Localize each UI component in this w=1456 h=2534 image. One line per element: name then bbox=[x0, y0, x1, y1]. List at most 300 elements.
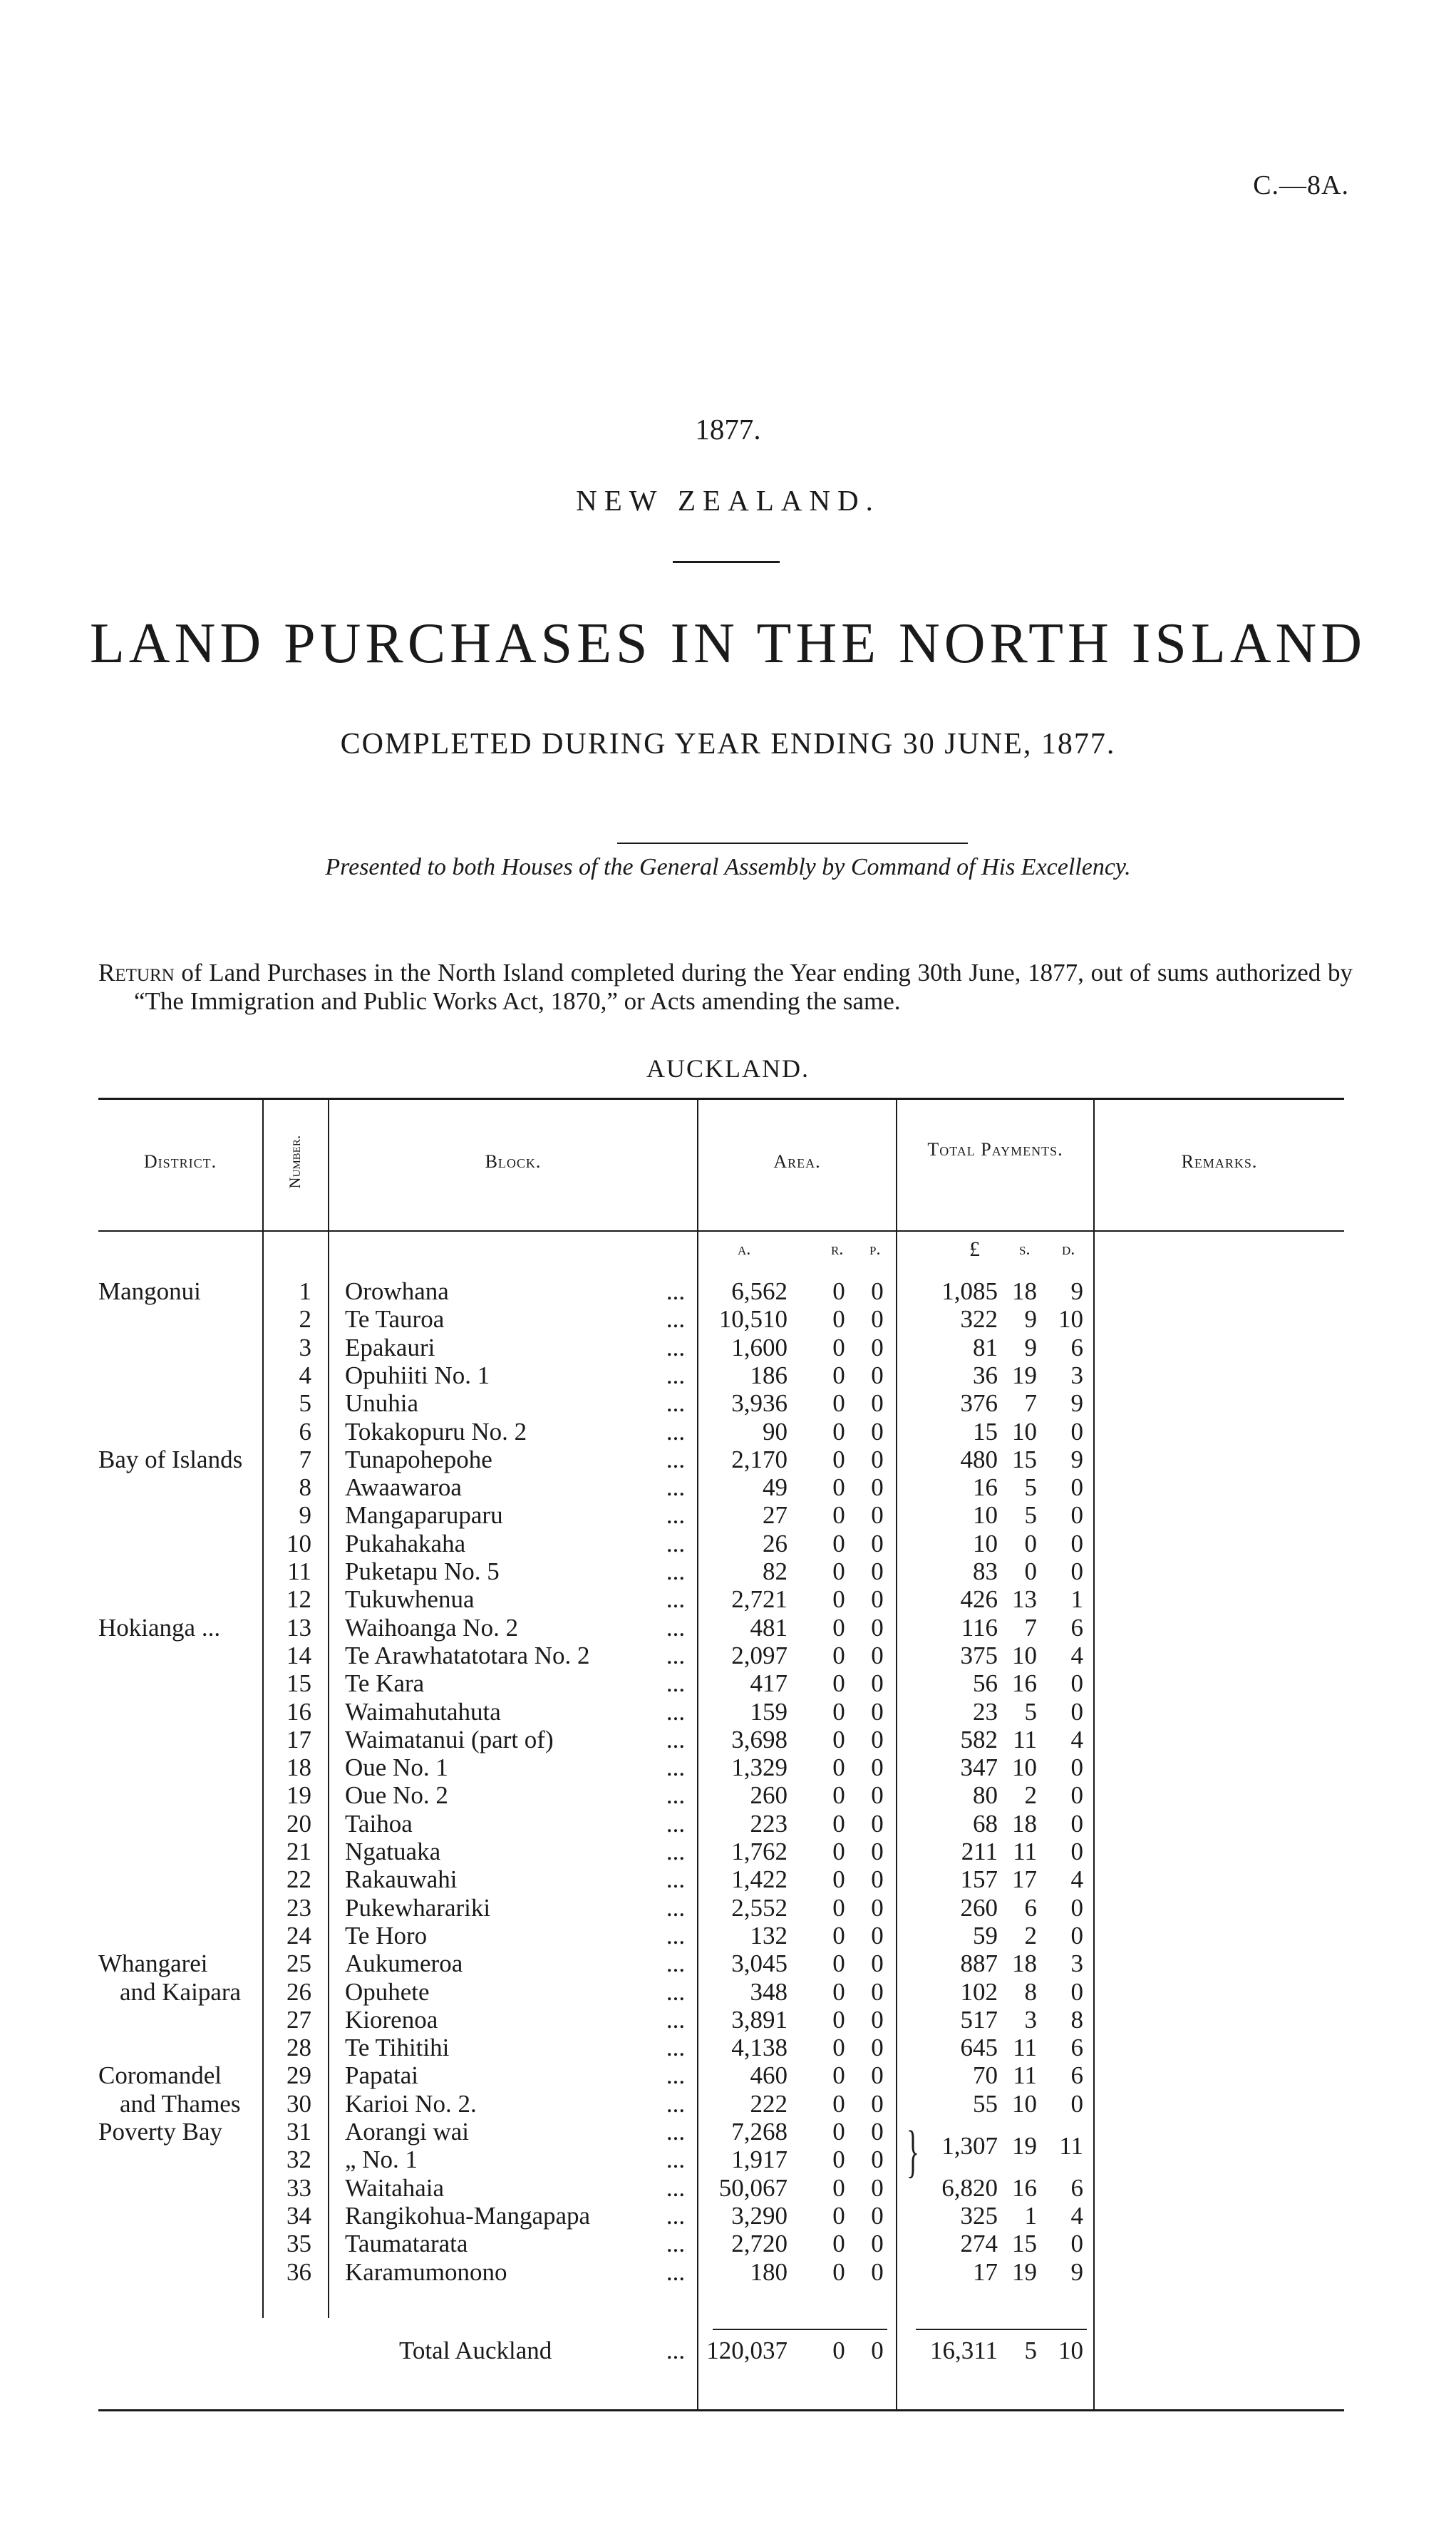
area-roods: 0 bbox=[832, 1473, 845, 1502]
area-perches: 0 bbox=[871, 2005, 884, 2034]
payment-pence: 0 bbox=[1070, 1557, 1083, 1585]
payment-pounds: 517 bbox=[960, 2005, 998, 2034]
area-roods: 0 bbox=[832, 2201, 845, 2230]
area-roods: 0 bbox=[832, 1697, 845, 1726]
total-shillings: 5 bbox=[1024, 2337, 1037, 2364]
payment-pence: 6 bbox=[1070, 2173, 1083, 2202]
row-number: 21 bbox=[286, 1838, 311, 1865]
district-label: Whangarei bbox=[98, 1950, 208, 1978]
area-perches: 0 bbox=[871, 1865, 884, 1894]
area-roods: 0 bbox=[832, 2230, 845, 2258]
leader-dots: ... bbox=[666, 1950, 686, 1978]
area-roods: 0 bbox=[832, 1445, 845, 1473]
page-title: LAND PURCHASES IN THE NORTH ISLAND bbox=[89, 612, 1367, 675]
payment-pounds: 645 bbox=[960, 2034, 998, 2062]
subtitle-divider bbox=[617, 843, 968, 844]
payment-pounds: 10 bbox=[973, 1501, 998, 1530]
payment-brace: } bbox=[907, 2118, 919, 2183]
payment-pence: 3 bbox=[1070, 1950, 1083, 1978]
payment-pounds: 582 bbox=[960, 1725, 998, 1753]
block-name: Te Kara bbox=[345, 1669, 425, 1698]
area-roods: 0 bbox=[832, 1501, 845, 1530]
payment-pounds: 260 bbox=[960, 1893, 998, 1922]
block-name: Tunapohepohe bbox=[345, 1445, 492, 1473]
block-name: Waimatanui (part of) bbox=[345, 1725, 554, 1753]
payment-pence: 4 bbox=[1070, 2201, 1083, 2230]
payment-pounds: 68 bbox=[973, 1809, 998, 1838]
table-top-rule bbox=[98, 1098, 1344, 1100]
block-name: Taumatarata bbox=[345, 2230, 468, 2258]
payment-pounds: 55 bbox=[973, 2089, 998, 2118]
payment-pounds: 887 bbox=[960, 1950, 998, 1978]
payment-shillings: 10 bbox=[1012, 1753, 1037, 1782]
area-acres: 2,720 bbox=[731, 2230, 788, 2258]
total-perches: 0 bbox=[871, 2337, 884, 2364]
area-acres: 1,329 bbox=[731, 1753, 788, 1782]
area-acres: 1,762 bbox=[731, 1838, 788, 1865]
leader-dots: ... bbox=[666, 2173, 686, 2202]
area-perches: 0 bbox=[871, 1921, 884, 1950]
leader-dots: ... bbox=[666, 1529, 686, 1557]
row-number: 7 bbox=[299, 1445, 311, 1473]
area-roods: 0 bbox=[832, 1305, 845, 1334]
payment-pounds: 81 bbox=[973, 1333, 998, 1361]
payment-total-rule bbox=[916, 2329, 1087, 2330]
country-heading: NEW ZEALAND. bbox=[576, 484, 880, 517]
payment-pence: 4 bbox=[1070, 1641, 1083, 1669]
payment-pounds: 56 bbox=[973, 1669, 998, 1698]
block-name: Te Tihitihi bbox=[345, 2034, 450, 2062]
payment-pounds: 274 bbox=[960, 2230, 998, 2258]
payment-pounds: 17 bbox=[973, 2257, 998, 2286]
payment-pounds: 426 bbox=[960, 1585, 998, 1614]
district-label: Coromandel bbox=[98, 2061, 222, 2090]
area-acres: 2,721 bbox=[731, 1585, 788, 1614]
unit-pounds: £ bbox=[969, 1237, 980, 1261]
leader-dots: ... bbox=[666, 1557, 686, 1585]
leader-dots: ... bbox=[666, 1361, 686, 1389]
row-number: 5 bbox=[299, 1389, 311, 1418]
unit-acres: a. bbox=[738, 1240, 751, 1259]
payment-pence: 0 bbox=[1070, 1529, 1083, 1557]
area-total-rule bbox=[713, 2329, 887, 2330]
area-acres: 90 bbox=[763, 1417, 788, 1446]
area-perches: 0 bbox=[871, 2230, 884, 2258]
intro-text: of Land Purchases in the North Island completed during the Year ending 30th June, 1877, out of sums authorized by “The Immigration and Public Works Act, 1870,” or Acts amending the same. bbox=[134, 959, 1353, 1015]
area-acres: 1,600 bbox=[731, 1333, 788, 1361]
area-roods: 0 bbox=[832, 1950, 845, 1978]
leader-dots: ... bbox=[666, 1753, 686, 1782]
payment-pence: 0 bbox=[1070, 2089, 1083, 2118]
district-label: and Thames bbox=[120, 2089, 241, 2118]
payment-pence: 8 bbox=[1070, 2005, 1083, 2034]
row-number: 12 bbox=[286, 1585, 311, 1614]
area-perches: 0 bbox=[871, 1585, 884, 1614]
leader-dots: ... bbox=[666, 1809, 686, 1838]
payment-shillings: 1 bbox=[1024, 2201, 1037, 2230]
area-roods: 0 bbox=[832, 1977, 845, 2006]
payment-pounds: 10 bbox=[973, 1529, 998, 1557]
payment-pence: 0 bbox=[1070, 1838, 1083, 1865]
payment-pounds: 211 bbox=[961, 1838, 998, 1865]
area-roods: 0 bbox=[832, 2257, 845, 2286]
area-acres: 50,067 bbox=[718, 2173, 788, 2202]
area-roods: 0 bbox=[832, 1361, 845, 1389]
row-number: 22 bbox=[286, 1865, 311, 1894]
payment-pence: 9 bbox=[1070, 2257, 1083, 2286]
area-acres: 3,290 bbox=[731, 2201, 788, 2230]
leader-dots: ... bbox=[666, 2089, 686, 2118]
region-heading: AUCKLAND. bbox=[646, 1054, 810, 1083]
area-perches: 0 bbox=[871, 1389, 884, 1418]
payment-pounds: 157 bbox=[960, 1865, 998, 1894]
payment-shillings: 19 bbox=[1012, 1361, 1037, 1389]
payment-pence: 10 bbox=[1058, 1305, 1083, 1334]
row-number: 10 bbox=[286, 1529, 311, 1557]
return-intro bbox=[98, 959, 1353, 1016]
payment-pounds: 36 bbox=[973, 1361, 998, 1389]
column-divider-district bbox=[262, 1098, 264, 2318]
row-number: 9 bbox=[299, 1501, 311, 1530]
payment-pence: 6 bbox=[1070, 2061, 1083, 2090]
header-number: Number. bbox=[286, 1135, 304, 1189]
block-name: Tokakopuru No. 2 bbox=[345, 1417, 527, 1446]
area-acres: 222 bbox=[750, 2089, 788, 2118]
area-roods: 0 bbox=[832, 1669, 845, 1698]
payment-pounds: 1,085 bbox=[941, 1277, 998, 1305]
leader-dots: ... bbox=[666, 1333, 686, 1361]
payment-pence: 0 bbox=[1070, 1921, 1083, 1950]
block-name: Opuhiiti No. 1 bbox=[345, 1361, 490, 1389]
payment-shillings: 16 bbox=[1012, 2173, 1037, 2202]
payment-pence: 0 bbox=[1070, 1753, 1083, 1782]
payment-shillings: 11 bbox=[1013, 2034, 1037, 2062]
payment-pounds: 322 bbox=[960, 1305, 998, 1334]
intro-lead: Return bbox=[98, 959, 175, 987]
row-number: 31 bbox=[286, 2118, 311, 2146]
payment-pence: 4 bbox=[1070, 1725, 1083, 1753]
area-perches: 0 bbox=[871, 2118, 884, 2146]
row-number: 6 bbox=[299, 1417, 311, 1446]
row-number: 18 bbox=[286, 1753, 311, 1782]
payment-pounds: 70 bbox=[973, 2061, 998, 2090]
area-perches: 0 bbox=[871, 1529, 884, 1557]
area-acres: 180 bbox=[750, 2257, 788, 2286]
payment-pence: 9 bbox=[1070, 1445, 1083, 1473]
payment-pence: 6 bbox=[1070, 1613, 1083, 1642]
area-acres: 4,138 bbox=[731, 2034, 788, 2062]
area-roods: 0 bbox=[832, 1585, 845, 1614]
payment-shillings: 5 bbox=[1024, 1473, 1037, 1502]
payment-shillings: 3 bbox=[1024, 2005, 1037, 2034]
unit-perches: p. bbox=[869, 1240, 881, 1259]
header-block: Block. bbox=[485, 1151, 542, 1172]
area-roods: 0 bbox=[832, 2061, 845, 2090]
area-acres: 2,552 bbox=[731, 1893, 788, 1922]
area-acres: 348 bbox=[750, 1977, 788, 2006]
area-roods: 0 bbox=[832, 1725, 845, 1753]
area-roods: 0 bbox=[832, 2034, 845, 2062]
header-district: District. bbox=[143, 1151, 217, 1172]
area-acres: 2,097 bbox=[731, 1641, 788, 1669]
row-number: 17 bbox=[286, 1725, 311, 1753]
payment-shillings: 19 bbox=[1012, 2257, 1037, 2286]
total-roods: 0 bbox=[832, 2337, 845, 2364]
area-perches: 0 bbox=[871, 1950, 884, 1978]
leader-dots: ... bbox=[666, 1585, 686, 1614]
payment-pence: 6 bbox=[1070, 1333, 1083, 1361]
total-acres: 120,037 bbox=[706, 2337, 788, 2364]
payment-pounds: 6,820 bbox=[941, 2173, 998, 2202]
unit-shillings: s. bbox=[1019, 1240, 1031, 1259]
block-name: „ No. 1 bbox=[345, 2146, 418, 2174]
area-perches: 0 bbox=[871, 1305, 884, 1334]
row-number: 32 bbox=[286, 2146, 311, 2174]
area-perches: 0 bbox=[871, 2061, 884, 2090]
district-label: Poverty Bay bbox=[98, 2118, 223, 2146]
block-name: Te Horo bbox=[345, 1921, 428, 1950]
payment-pence: 0 bbox=[1070, 1501, 1083, 1530]
leader-dots: ... bbox=[666, 1501, 686, 1530]
area-acres: 26 bbox=[763, 1529, 788, 1557]
payment-shillings: 15 bbox=[1012, 1445, 1037, 1473]
payment-pounds: 116 bbox=[961, 1613, 998, 1642]
payment-shillings: 2 bbox=[1024, 1781, 1037, 1810]
row-number: 30 bbox=[286, 2089, 311, 2118]
block-name: Kiorenoa bbox=[345, 2005, 438, 2034]
payment-shillings: 2 bbox=[1024, 1921, 1037, 1950]
area-roods: 0 bbox=[832, 2118, 845, 2146]
area-acres: 2,170 bbox=[731, 1445, 788, 1473]
area-acres: 3,045 bbox=[731, 1950, 788, 1978]
payment-shillings: 17 bbox=[1012, 1865, 1037, 1894]
area-roods: 0 bbox=[832, 1417, 845, 1446]
leader-dots: ... bbox=[666, 1893, 686, 1922]
area-roods: 0 bbox=[832, 1753, 845, 1782]
payment-shillings: 15 bbox=[1012, 2230, 1037, 2258]
payment-shillings: 5 bbox=[1024, 1697, 1037, 1726]
payment-pence: 0 bbox=[1070, 2230, 1083, 2258]
payment-pence: 3 bbox=[1070, 1361, 1083, 1389]
area-perches: 0 bbox=[871, 1613, 884, 1642]
total-dots: ... bbox=[666, 2337, 686, 2364]
area-acres: 3,698 bbox=[731, 1725, 788, 1753]
leader-dots: ... bbox=[666, 1389, 686, 1418]
block-name: Ngatuaka bbox=[345, 1838, 441, 1865]
payment-pounds: 59 bbox=[973, 1921, 998, 1950]
block-name: Oue No. 1 bbox=[345, 1753, 448, 1782]
block-name: Aukumeroa bbox=[345, 1950, 463, 1978]
area-perches: 0 bbox=[871, 1417, 884, 1446]
block-name: Pukewharariki bbox=[345, 1893, 491, 1922]
payment-shillings: 7 bbox=[1024, 1389, 1037, 1418]
leader-dots: ... bbox=[666, 1445, 686, 1473]
leader-dots: ... bbox=[666, 1977, 686, 2006]
block-name: Waimahutahuta bbox=[345, 1697, 501, 1726]
area-acres: 6,562 bbox=[731, 1277, 788, 1305]
payment-shillings: 8 bbox=[1024, 1977, 1037, 2006]
payment-shillings: 18 bbox=[1012, 1277, 1037, 1305]
row-number: 2 bbox=[299, 1305, 311, 1334]
header-area: Area. bbox=[773, 1151, 821, 1172]
area-acres: 460 bbox=[750, 2061, 788, 2090]
payment-shillings: 0 bbox=[1024, 1557, 1037, 1585]
payment-shillings: 11 bbox=[1013, 1725, 1037, 1753]
row-number: 34 bbox=[286, 2201, 311, 2230]
total-label: Total Auckland bbox=[399, 2337, 552, 2364]
leader-dots: ... bbox=[666, 1697, 686, 1726]
row-number: 29 bbox=[286, 2061, 311, 2090]
payment-pence: 0 bbox=[1070, 1417, 1083, 1446]
area-perches: 0 bbox=[871, 1277, 884, 1305]
payment-pence: 0 bbox=[1070, 1697, 1083, 1726]
combined-payment-pounds: 1,307 bbox=[941, 2131, 998, 2160]
leader-dots: ... bbox=[666, 1641, 686, 1669]
area-roods: 0 bbox=[832, 1613, 845, 1642]
leader-dots: ... bbox=[666, 2005, 686, 2034]
block-name: Puketapu No. 5 bbox=[345, 1557, 500, 1585]
block-name: Te Tauroa bbox=[345, 1305, 445, 1334]
header-remarks: Remarks. bbox=[1181, 1151, 1258, 1172]
leader-dots: ... bbox=[666, 1781, 686, 1810]
leader-dots: ... bbox=[666, 1305, 686, 1334]
block-name: Karioi No. 2. bbox=[345, 2089, 477, 2118]
header-bottom-rule bbox=[98, 1230, 1344, 1232]
payment-shillings: 16 bbox=[1012, 1669, 1037, 1698]
payment-pounds: 83 bbox=[973, 1557, 998, 1585]
area-perches: 0 bbox=[871, 1725, 884, 1753]
area-acres: 1,422 bbox=[731, 1865, 788, 1894]
payment-shillings: 11 bbox=[1013, 1838, 1037, 1865]
district-label: Bay of Islands bbox=[98, 1445, 243, 1473]
leader-dots: ... bbox=[666, 1277, 686, 1305]
payment-shillings: 11 bbox=[1013, 2061, 1037, 2090]
payment-shillings: 10 bbox=[1012, 2089, 1037, 2118]
payment-pounds: 480 bbox=[960, 1445, 998, 1473]
row-number: 1 bbox=[299, 1277, 311, 1305]
area-perches: 0 bbox=[871, 1361, 884, 1389]
area-roods: 0 bbox=[832, 1893, 845, 1922]
payment-shillings: 9 bbox=[1024, 1305, 1037, 1334]
unit-roods: r. bbox=[831, 1240, 844, 1259]
row-number: 20 bbox=[286, 1809, 311, 1838]
row-number: 27 bbox=[286, 2005, 311, 2034]
area-acres: 1,917 bbox=[731, 2146, 788, 2174]
area-acres: 260 bbox=[750, 1781, 788, 1810]
leader-dots: ... bbox=[666, 1417, 686, 1446]
area-acres: 3,891 bbox=[731, 2005, 788, 2034]
area-perches: 0 bbox=[871, 1893, 884, 1922]
column-divider-block bbox=[697, 1098, 698, 2409]
block-name: Rangikohua-Mangapapa bbox=[345, 2201, 591, 2230]
area-perches: 0 bbox=[871, 2201, 884, 2230]
leader-dots: ... bbox=[666, 1473, 686, 1502]
row-number: 23 bbox=[286, 1893, 311, 1922]
leader-dots: ... bbox=[666, 2230, 686, 2258]
area-acres: 186 bbox=[750, 1361, 788, 1389]
area-roods: 0 bbox=[832, 1529, 845, 1557]
block-name: Pukahakaha bbox=[345, 1529, 466, 1557]
area-roods: 0 bbox=[832, 1277, 845, 1305]
block-name: Te Arawhatatotara No. 2 bbox=[345, 1641, 590, 1669]
block-name: Aorangi wai bbox=[345, 2118, 469, 2146]
payment-shillings: 9 bbox=[1024, 1333, 1037, 1361]
area-perches: 0 bbox=[871, 2146, 884, 2174]
block-name: Waihoanga No. 2 bbox=[345, 1613, 519, 1642]
row-number: 24 bbox=[286, 1921, 311, 1950]
area-roods: 0 bbox=[832, 1557, 845, 1585]
payment-pence: 6 bbox=[1070, 2034, 1083, 2062]
area-perches: 0 bbox=[871, 1977, 884, 2006]
leader-dots: ... bbox=[666, 2257, 686, 2286]
row-number: 35 bbox=[286, 2230, 311, 2258]
row-number: 16 bbox=[286, 1697, 311, 1726]
area-perches: 0 bbox=[871, 2089, 884, 2118]
area-roods: 0 bbox=[832, 2173, 845, 2202]
payment-shillings: 0 bbox=[1024, 1529, 1037, 1557]
block-name: Taihoa bbox=[345, 1809, 413, 1838]
leader-dots: ... bbox=[666, 1613, 686, 1642]
column-divider-number bbox=[328, 1098, 329, 2318]
payment-pence: 1 bbox=[1070, 1585, 1083, 1614]
leader-dots: ... bbox=[666, 1838, 686, 1865]
payment-pence: 9 bbox=[1070, 1277, 1083, 1305]
payment-pence: 0 bbox=[1070, 1977, 1083, 2006]
payment-pence: 4 bbox=[1070, 1865, 1083, 1894]
leader-dots: ... bbox=[666, 2118, 686, 2146]
area-perches: 0 bbox=[871, 1473, 884, 1502]
district-label: and Kaipara bbox=[120, 1977, 242, 2006]
area-perches: 0 bbox=[871, 1781, 884, 1810]
column-divider-payments bbox=[1093, 1098, 1095, 2409]
payment-shillings: 18 bbox=[1012, 1809, 1037, 1838]
page-subtitle: COMPLETED DURING YEAR ENDING 30 JUNE, 1877. bbox=[340, 728, 1116, 761]
area-perches: 0 bbox=[871, 1697, 884, 1726]
payment-shillings: 5 bbox=[1024, 1501, 1037, 1530]
area-roods: 0 bbox=[832, 1838, 845, 1865]
block-name: Epakauri bbox=[345, 1333, 435, 1361]
document-reference: C.—8A. bbox=[1253, 170, 1349, 200]
payment-shillings: 18 bbox=[1012, 1950, 1037, 1978]
area-acres: 27 bbox=[763, 1501, 788, 1530]
table-bottom-rule bbox=[98, 2409, 1344, 2411]
area-acres: 3,936 bbox=[731, 1389, 788, 1418]
district-label: Mangonui bbox=[98, 1277, 201, 1305]
area-acres: 132 bbox=[750, 1921, 788, 1950]
combined-payment-shillings: 19 bbox=[1012, 2131, 1037, 2160]
area-roods: 0 bbox=[832, 1781, 845, 1810]
payment-pounds: 16 bbox=[973, 1473, 998, 1502]
area-roods: 0 bbox=[832, 2005, 845, 2034]
area-roods: 0 bbox=[832, 1865, 845, 1894]
unit-pence: d. bbox=[1062, 1240, 1075, 1259]
title-divider bbox=[673, 561, 780, 563]
payment-pence: 0 bbox=[1070, 1809, 1083, 1838]
block-name: Rakauwahi bbox=[345, 1865, 458, 1894]
block-name: Orowhana bbox=[345, 1277, 449, 1305]
area-perches: 0 bbox=[871, 2257, 884, 2286]
header-total-payments: Total Payments. bbox=[927, 1139, 1063, 1160]
area-acres: 223 bbox=[750, 1809, 788, 1838]
payment-shillings: 6 bbox=[1024, 1893, 1037, 1922]
area-roods: 0 bbox=[832, 1921, 845, 1950]
payment-shillings: 7 bbox=[1024, 1613, 1037, 1642]
leader-dots: ... bbox=[666, 1725, 686, 1753]
row-number: 15 bbox=[286, 1669, 311, 1698]
area-acres: 10,510 bbox=[718, 1305, 788, 1334]
area-acres: 159 bbox=[750, 1697, 788, 1726]
payment-pounds: 23 bbox=[973, 1697, 998, 1726]
